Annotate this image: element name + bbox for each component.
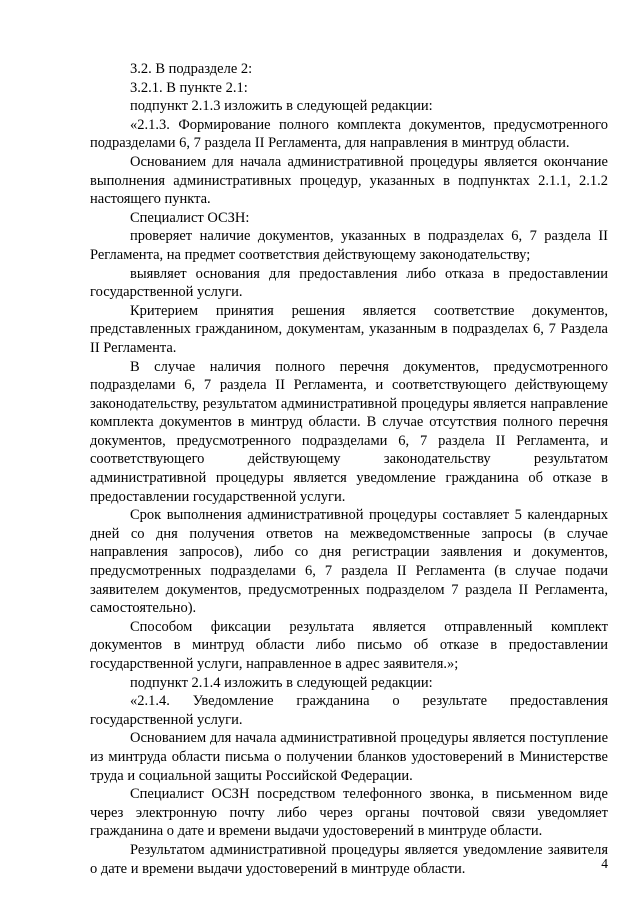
paragraph-2-1-4-title: «2.1.4. Уведомление гражданина о результате предоставления государственной услуги. (90, 693, 608, 728)
paragraph-subitem-2-1-3-intro: подпункт 2.1.3 изложить в следующей редакции: (130, 98, 433, 115)
paragraph-specialist-heading: Специалист ОСЗН: (130, 209, 250, 226)
paragraph-execution-term: Срок выполнения административной процедуры составляет 5 календарных дней со дня получения ответов на межведомственные запросы (в случае направления запросов), либо со дня регистрации заявления и документов, предусмотренных подразделами 6, 7 раздела II Регламента (в случае подачи заявителем документов, предусмотренных подразделом 7 раздела II Регламента, самостоятельно). (90, 507, 608, 617)
paragraph-2-1-4-basis: Основанием для начала административной процедуры является поступление из минтруда области письма о получении бланков удостоверений в Министерстве труда и социальной защиты Российской Федерации. (90, 730, 608, 784)
document-body (90, 60, 608, 878)
paragraph-2-1-4-result: Результатом административной процедуры является уведомление заявителя о дате и времени выдачи удостоверений в минтруде области. (90, 841, 608, 877)
paragraph-fixation-method: Способом фиксации результата является отправленный комплект документов в минтруд области либо письмо об отказе в предоставлении государственной услуги, направленное в адрес заявителя.»; (90, 618, 608, 672)
paragraph-subitem-2-1-4-intro: подпункт 2.1.4 изложить в следующей редакции: (130, 674, 433, 691)
paragraph-decision-criterion: Критерием принятия решения является соответствие документов, представленных гражданином, документам, указанным в подразделах 6, 7 Раздела II Регламента. (90, 302, 608, 356)
page-number: 4 (601, 856, 608, 871)
paragraph-identifies-grounds: выявляет основания для предоставления либо отказа в предоставлении государственной услуги. (90, 265, 608, 301)
paragraph-2-1-3-basis: Основанием для начала административной процедуры является окончание выполнения административных процедур, указанных в подпунктах 2.1.1, 2.1.2 настоящего пункта. (90, 153, 608, 208)
paragraph-3-2-1: 3.2.1. В пункте 2.1: (130, 79, 248, 96)
paragraph-result-cases: В случае наличия полного перечня документов, предусмотренного подразделами 6, 7 раздела II Регламента, и соответствующего действующему законодательству, результатом административной процедуры является направление комплекта документов в минтруд области. В случае отсутствия полного перечня документов, предусмотренного подразделами 6, 7 раздела II Регламента, и соответствующего действующему законодательству результатом административной процедуры является уведомление гражданина об отказе в предоставлении государственной услуги. (90, 358, 608, 505)
paragraph-checks-documents: проверяет наличие документов, указанных в подразделах 6, 7 раздела II Регламента, на предмет соответствия действующему законодательству; (90, 228, 608, 263)
paragraph-notification-method: Специалист ОСЗН посредством телефонного звонка, в письменном виде через электронную почту либо через органы почтовой связи уведомляет гражданина о дате и времени выдачи удостоверений в минтруде области. (90, 786, 608, 840)
paragraph-2-1-3-title: «2.1.3. Формирование полного комплекта документов, предусмотренного подразделами 6, 7 раздела II Регламента, для направления в минтруд области. (90, 116, 608, 152)
paragraph-3-2: 3.2. В подразделе 2: (130, 61, 253, 77)
